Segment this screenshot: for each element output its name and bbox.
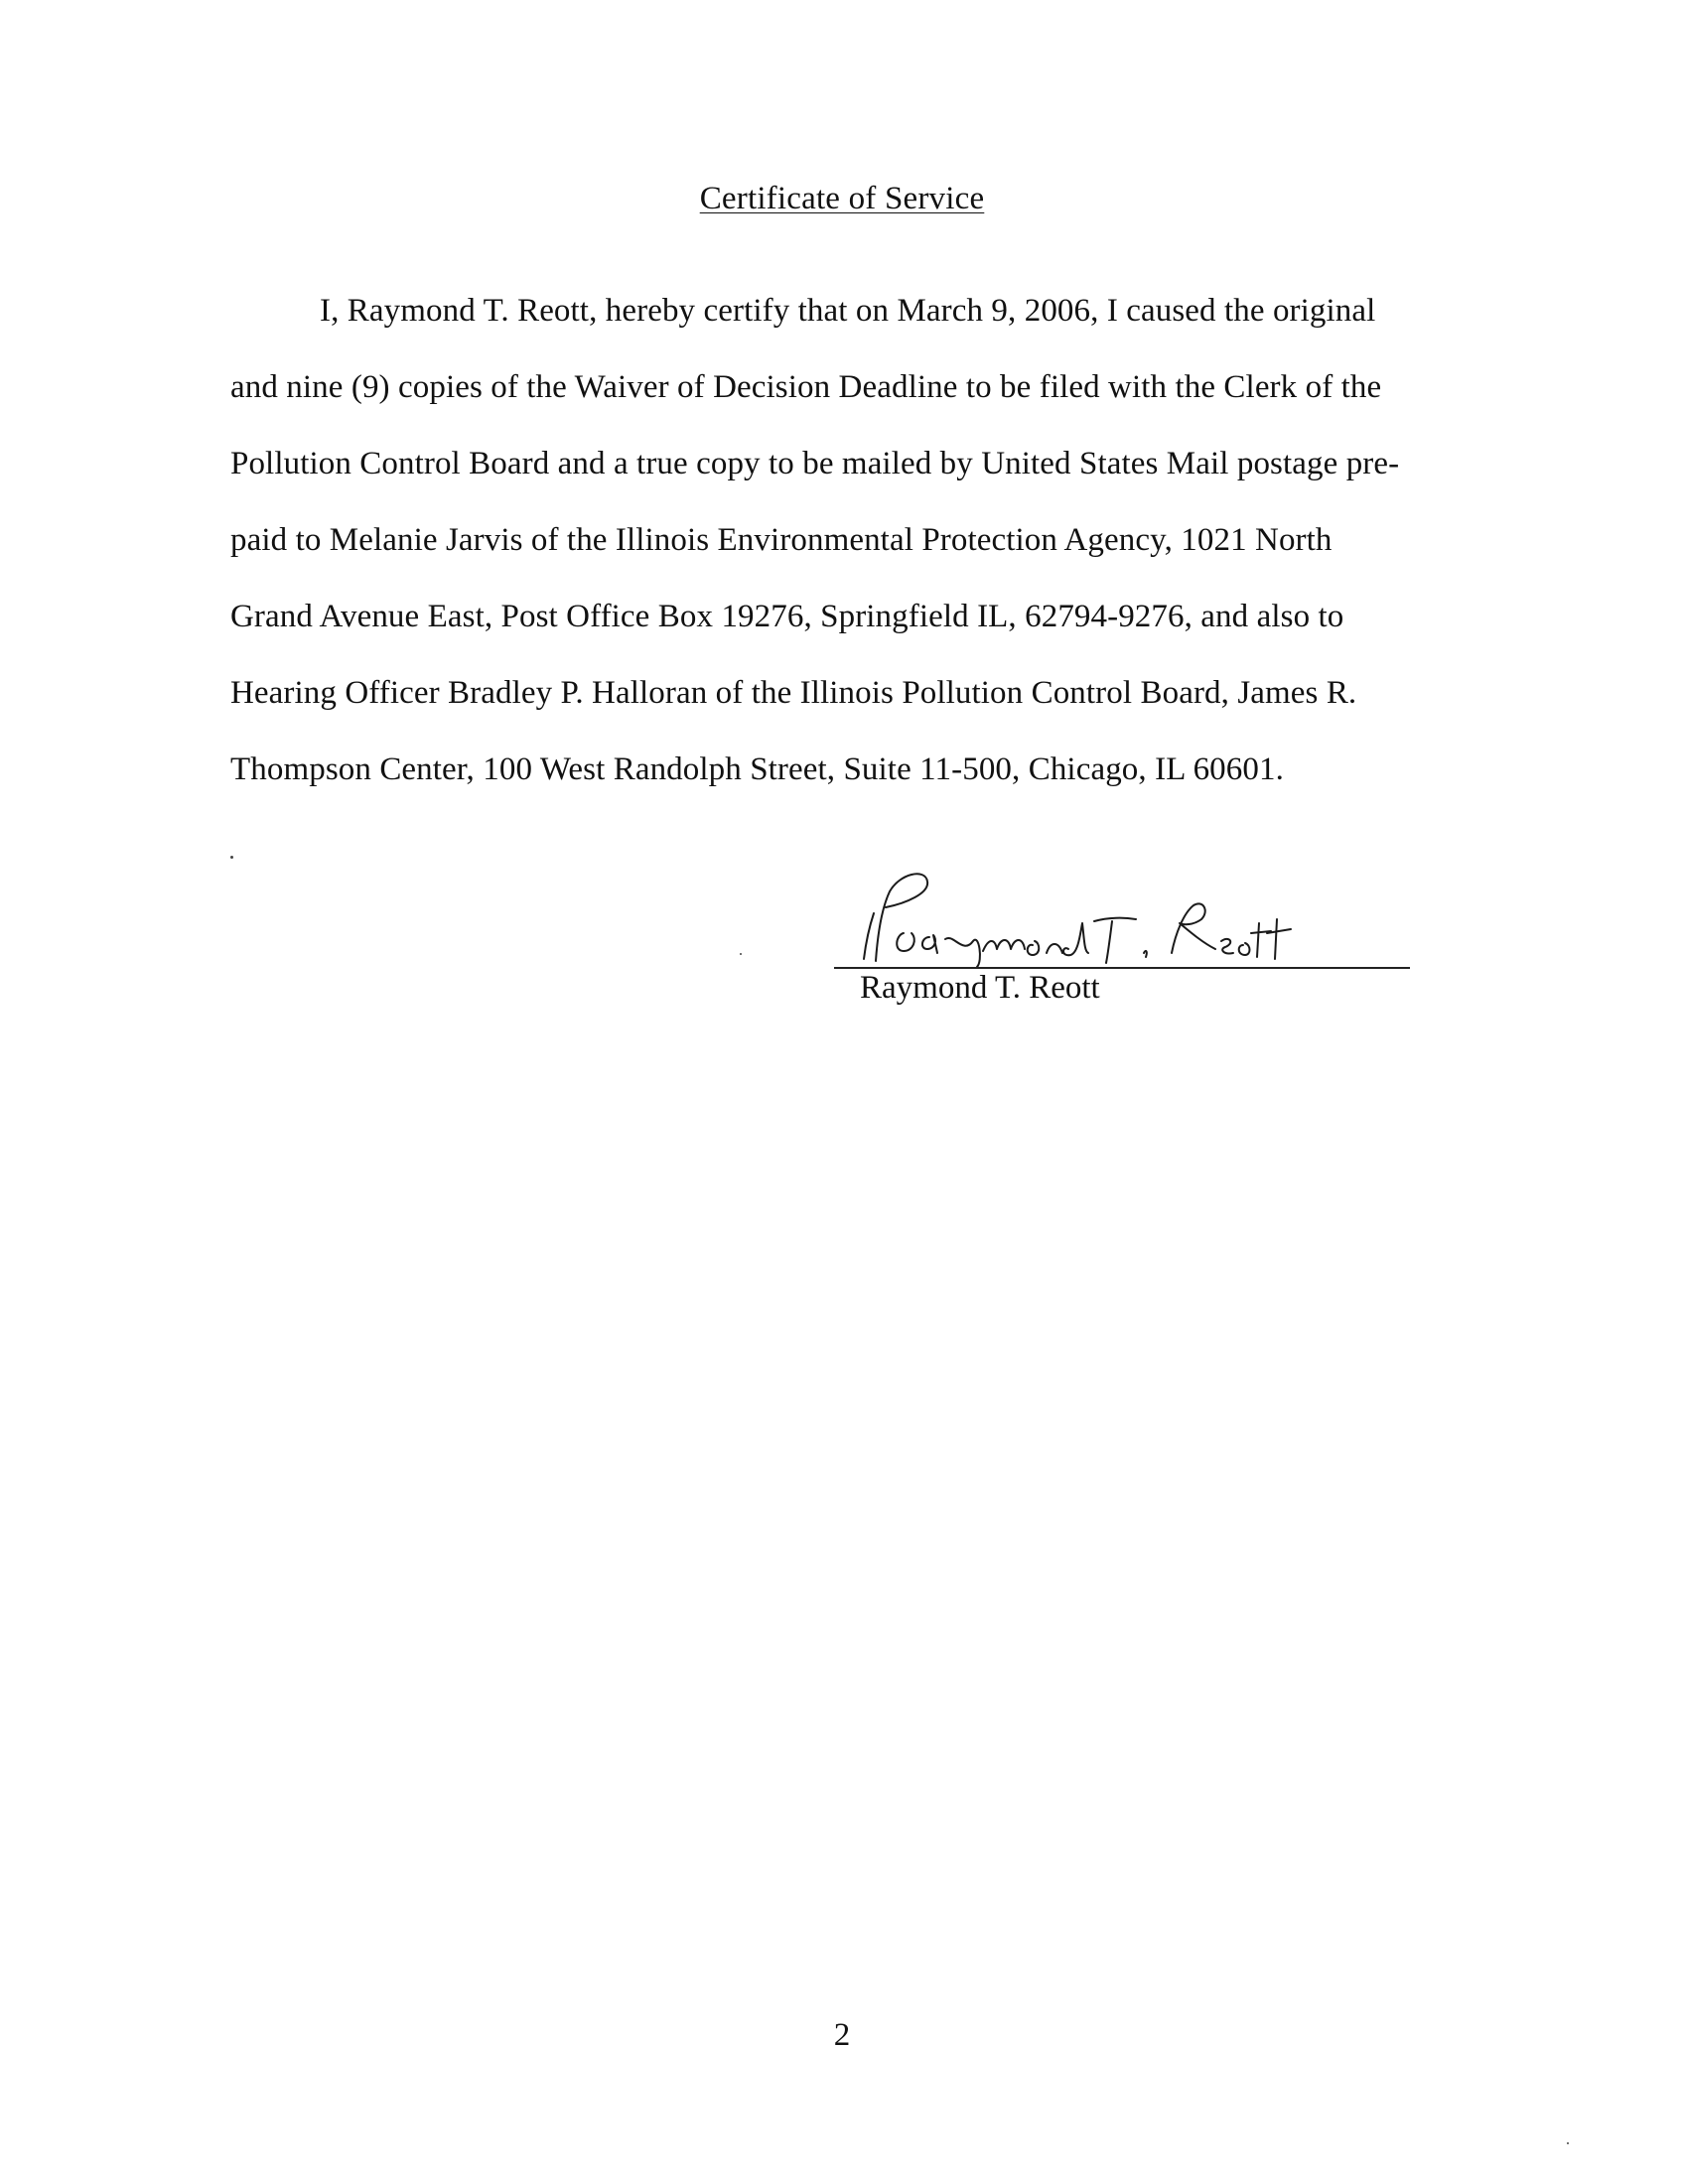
body-line-1: I, Raymond T. Reott, hereby certify that on March 9, 2006, I caused the original [320, 293, 1376, 329]
body-line-7: Thompson Center, 100 West Randolph Street, Suite 11-500, Chicago, IL 60601. [230, 751, 1284, 787]
scan-speck [1567, 2142, 1569, 2144]
handwritten-signature [834, 864, 1430, 973]
body-line-3: Pollution Control Board and a true copy to be mailed by United States Mail postage pre- [230, 446, 1400, 481]
signature-line [834, 967, 1410, 969]
scan-speck [740, 953, 742, 955]
scan-speck [230, 856, 233, 859]
body-line-6: Hearing Officer Bradley P. Halloran of the Illinois Pollution Control Board, James R. [230, 675, 1357, 711]
document-title: Certificate of Service [699, 181, 985, 216]
signature-block [834, 864, 1430, 1052]
body-line-2: and nine (9) copies of the Waiver of Decision Deadline to be filed with the Clerk of the [230, 369, 1382, 405]
body-line-4: paid to Melanie Jarvis of the Illinois Environmental Protection Agency, 1021 North [230, 522, 1333, 558]
page-number: 2 [833, 2017, 851, 2053]
body-line-5: Grand Avenue East, Post Office Box 19276, Springfield IL, 62794-9276, and also to [230, 599, 1344, 634]
signer-printed-name: Raymond T. Reott [860, 970, 1100, 1006]
